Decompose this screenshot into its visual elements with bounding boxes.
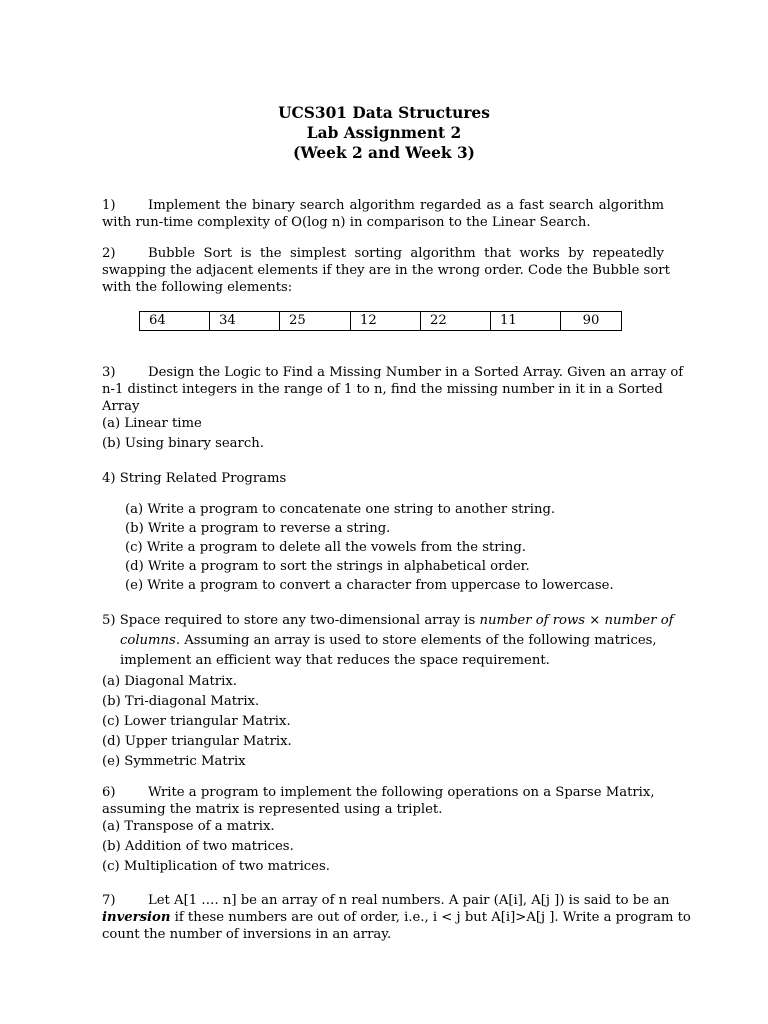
table-cell: 90 <box>561 312 622 331</box>
list-item: (e) Symmetric Matrix <box>102 754 246 769</box>
list-item: (d) Upper triangular Matrix. <box>102 734 292 749</box>
list-item: (b) Addition of two matrices. <box>102 839 294 854</box>
list-item: (a) Diagonal Matrix. <box>102 674 237 689</box>
question-text: implement an efficient way that reduces the space requirement. <box>120 653 550 668</box>
list-item: (a) Transpose of a matrix. <box>102 819 275 834</box>
question-text: Implement the binary search algorithm regarded as a fast search algorithm <box>148 198 664 213</box>
question-4 <box>102 470 664 487</box>
list-item: (b) Write a program to reverse a string. <box>125 521 391 536</box>
question-5 <box>102 612 674 770</box>
list-item: (e) Write a program to convert a character from uppercase to lowercase. <box>125 578 614 593</box>
document-title <box>0 103 768 163</box>
table-row <box>140 312 622 331</box>
question-text: Bubble Sort is the simplest sorting algorithm that works by repeatedly <box>148 246 664 261</box>
question-number: 2) <box>102 246 116 261</box>
table-cell: 22 <box>421 312 491 331</box>
question-1 <box>102 197 664 231</box>
formula-columns: number of <box>604 613 674 628</box>
table-cell: 34 <box>210 312 280 331</box>
question-heading: 4) String Related Programs <box>102 471 287 486</box>
question-text: 5) Space required to store any two-dimensional array is <box>102 613 480 628</box>
question-text: if these numbers are out of order, i.e., i < j but A[i]>A[j ]. Write a program to <box>170 910 691 925</box>
question-3 <box>102 364 684 452</box>
list-item: (b) Tri-diagonal Matrix. <box>102 694 260 709</box>
question-number: 1) <box>102 198 116 213</box>
table-cell: 11 <box>491 312 561 331</box>
assignment-title: Lab Assignment 2 <box>306 124 462 142</box>
question-number: 7) <box>102 893 116 908</box>
formula-rows: number of rows <box>479 613 586 628</box>
list-item: (d) Write a program to sort the strings in alphabetical order. <box>125 559 530 574</box>
sub-item: (b) Using binary search. <box>102 436 264 451</box>
table-cell: 64 <box>140 312 210 331</box>
formula-columns-cont: columns <box>120 633 176 648</box>
table-cell: 25 <box>280 312 351 331</box>
question-6 <box>102 784 664 875</box>
question-number: 3) <box>102 365 116 380</box>
question-text: assuming the matrix is represented using a triplet. <box>102 802 443 817</box>
list-item: (c) Multiplication of two matrices. <box>102 859 330 874</box>
formula-times: × <box>585 613 605 628</box>
table-cell: 12 <box>351 312 421 331</box>
list-item: (c) Write a program to delete all the vowels from the string. <box>125 540 526 555</box>
question-text: swapping the adjacent elements if they are in the wrong order. Code the Bubble sort <box>102 263 670 278</box>
week-subtitle: (Week 2 and Week 3) <box>293 144 475 162</box>
question-text: with run-time complexity of O(log n) in comparison to the Linear Search. <box>102 215 591 230</box>
question-text: Write a program to implement the following operations on a Sparse Matrix, <box>148 785 655 800</box>
sub-item: (a) Linear time <box>102 416 202 431</box>
question-2 <box>102 245 670 296</box>
list-item: (a) Write a program to concatenate one string to another string. <box>125 502 556 517</box>
question-text: . Assuming an array is used to store elements of the following matrices, <box>175 633 657 648</box>
question-text: Array <box>102 399 140 414</box>
question-text: with the following elements: <box>102 280 293 295</box>
question-text: Let A[1 …. n] be an array of n real numbers. A pair (A[i], A[j ]) is said to be an <box>148 893 670 908</box>
question-7 <box>102 892 691 943</box>
question-text: Design the Logic to Find a Missing Number in a Sorted Array. Given an array of <box>148 365 684 380</box>
course-title: UCS301 Data Structures <box>278 104 490 122</box>
question-number: 6) <box>102 785 116 800</box>
question-4-items <box>125 501 671 596</box>
list-item: (c) Lower triangular Matrix. <box>102 714 291 729</box>
question-text: n-1 distinct integers in the range of 1 to n, find the missing number in it in a Sorted <box>102 382 663 397</box>
inversion-term: inversion <box>102 910 171 925</box>
bubble-sort-elements-table <box>139 311 622 331</box>
question-text: count the number of inversions in an array. <box>102 927 392 942</box>
